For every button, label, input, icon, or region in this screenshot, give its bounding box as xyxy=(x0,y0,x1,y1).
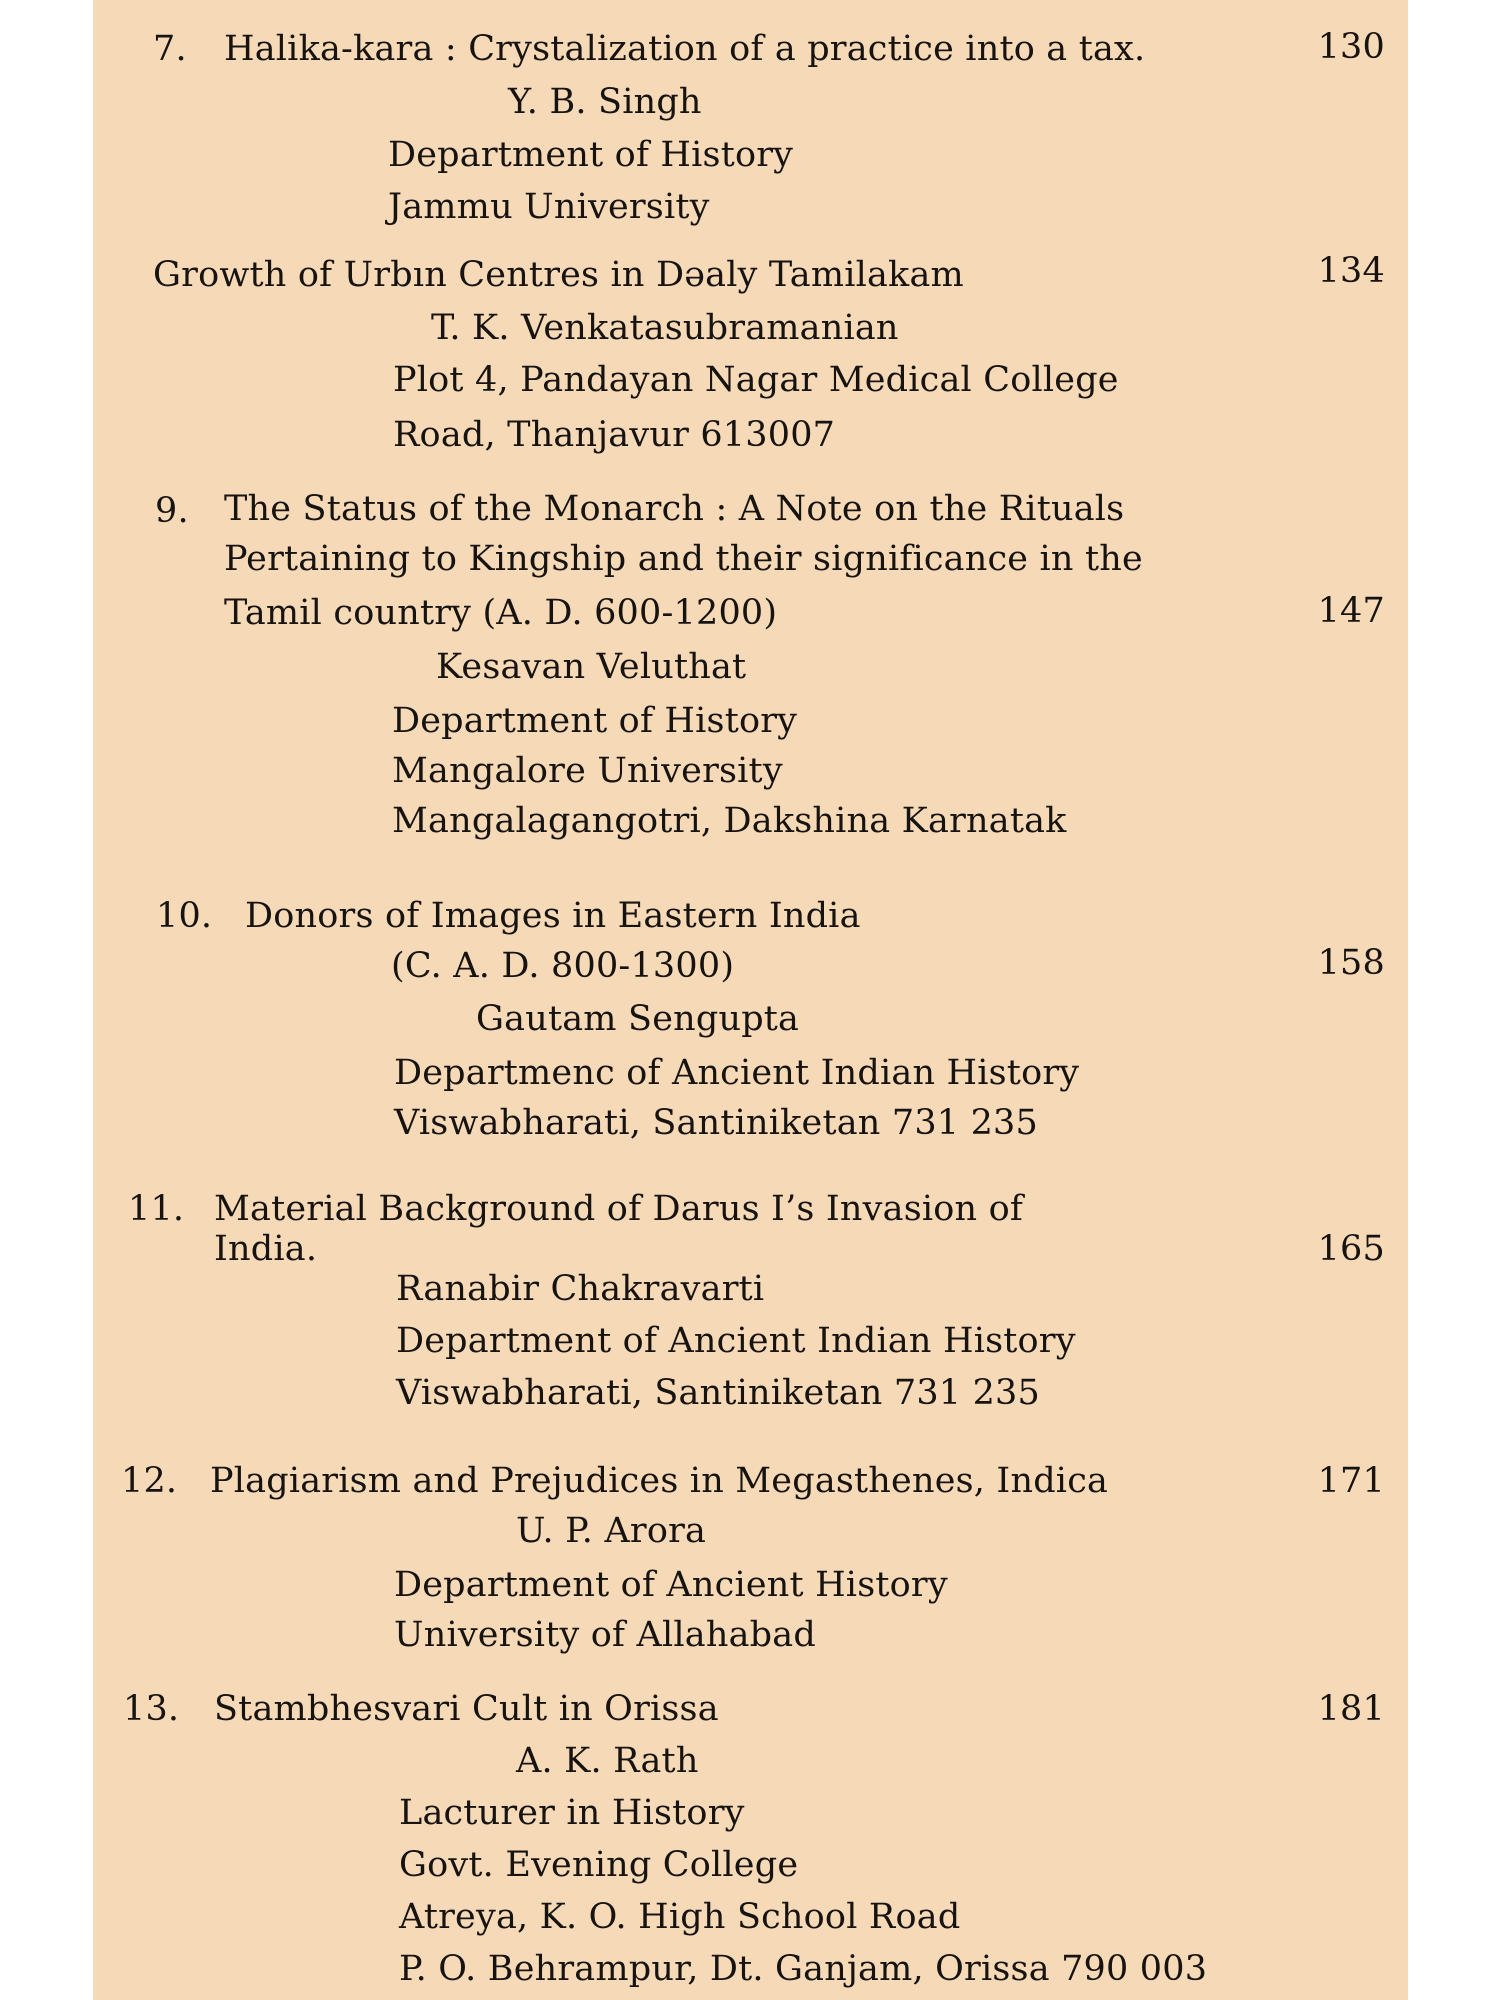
entry-affiliation: Road, Thanjavur 613007 xyxy=(393,415,836,455)
entry-title: Halika-kara : Crystalization of a practice into a tax. xyxy=(224,29,1146,69)
entry-affiliation: P. O. Behrampur, Dt. Ganjam, Orissa 790 003 xyxy=(399,1949,1208,1989)
entry-affiliation: Mangalore University xyxy=(392,751,783,791)
entry-affiliation: Viswabharati, Santiniketan 731 235 xyxy=(396,1373,1040,1413)
entry-author: T. K. Venkatasubramanian xyxy=(431,308,899,348)
entry-affiliation: Department of Ancient Indian History xyxy=(396,1321,1076,1361)
entry-number: 9. xyxy=(155,491,189,531)
entry-title: Pertaining to Kingship and their significance in the xyxy=(224,539,1143,579)
entry-number: 11. xyxy=(128,1189,185,1229)
entry-affiliation: Jammu University xyxy=(388,187,710,227)
entry-page-number: 171 xyxy=(1317,1461,1385,1501)
entry-affiliation: Departmenc of Ancient Indian History xyxy=(394,1053,1080,1093)
entry-author: A. K. Rath xyxy=(516,1741,699,1781)
entry-page-number: 134 xyxy=(1317,251,1385,291)
entry-title: Stambhesvari Cult in Orissa xyxy=(214,1689,719,1729)
entry-title: India. xyxy=(214,1229,318,1269)
entry-title: Plagiarism and Prejudices in Megasthenes, Indica xyxy=(210,1461,1109,1501)
entry-author: Kesavan Veluthat xyxy=(436,647,747,687)
entry-affiliation: University of Allahabad xyxy=(394,1615,816,1655)
entry-title: Growth of Urbın Centres in Dəaly Tamilakam xyxy=(153,255,964,295)
entry-page-number: 147 xyxy=(1317,591,1385,631)
entry-affiliation: Plot 4, Pandayan Nagar Medical College xyxy=(393,360,1119,400)
entry-number: 12. xyxy=(121,1461,178,1501)
entry-affiliation: Department of History xyxy=(392,701,798,741)
entry-number: 7. xyxy=(153,29,187,69)
entry-title: Donors of Images in Eastern India xyxy=(245,896,861,936)
entry-title: Tamil country (A. D. 600-1200) xyxy=(224,593,778,633)
scanned-page xyxy=(93,0,1408,2000)
entry-number: 10. xyxy=(156,896,213,936)
entry-title: (C. A. D. 800-1300) xyxy=(391,946,735,986)
entry-author: U. P. Arora xyxy=(516,1511,707,1551)
entry-affiliation: Department of History xyxy=(388,135,794,175)
entry-affiliation: Govt. Evening College xyxy=(399,1845,799,1885)
entry-page-number: 130 xyxy=(1317,27,1385,67)
entry-affiliation: Viswabharati, Santiniketan 731 235 xyxy=(394,1103,1038,1143)
entry-author: Ranabir Chakravarti xyxy=(396,1269,765,1309)
entry-page-number: 165 xyxy=(1317,1229,1385,1269)
entry-title: The Status of the Monarch : A Note on the Rituals xyxy=(224,489,1125,529)
entry-affiliation: Department of Ancient History xyxy=(394,1565,948,1605)
entry-author: Gautam Sengupta xyxy=(476,999,800,1039)
entry-number: 13. xyxy=(123,1689,180,1729)
entry-affiliation: Mangalagangotri, Dakshina Karnatak xyxy=(392,801,1067,841)
entry-author: Y. B. Singh xyxy=(508,82,702,122)
entry-title: Material Background of Darus I’s Invasion of xyxy=(214,1189,1024,1229)
entry-page-number: 158 xyxy=(1317,943,1385,983)
entry-affiliation: Atreya, K. O. High School Road xyxy=(399,1897,961,1937)
entry-affiliation: Lacturer in History xyxy=(399,1793,745,1833)
entry-page-number: 181 xyxy=(1317,1689,1385,1729)
